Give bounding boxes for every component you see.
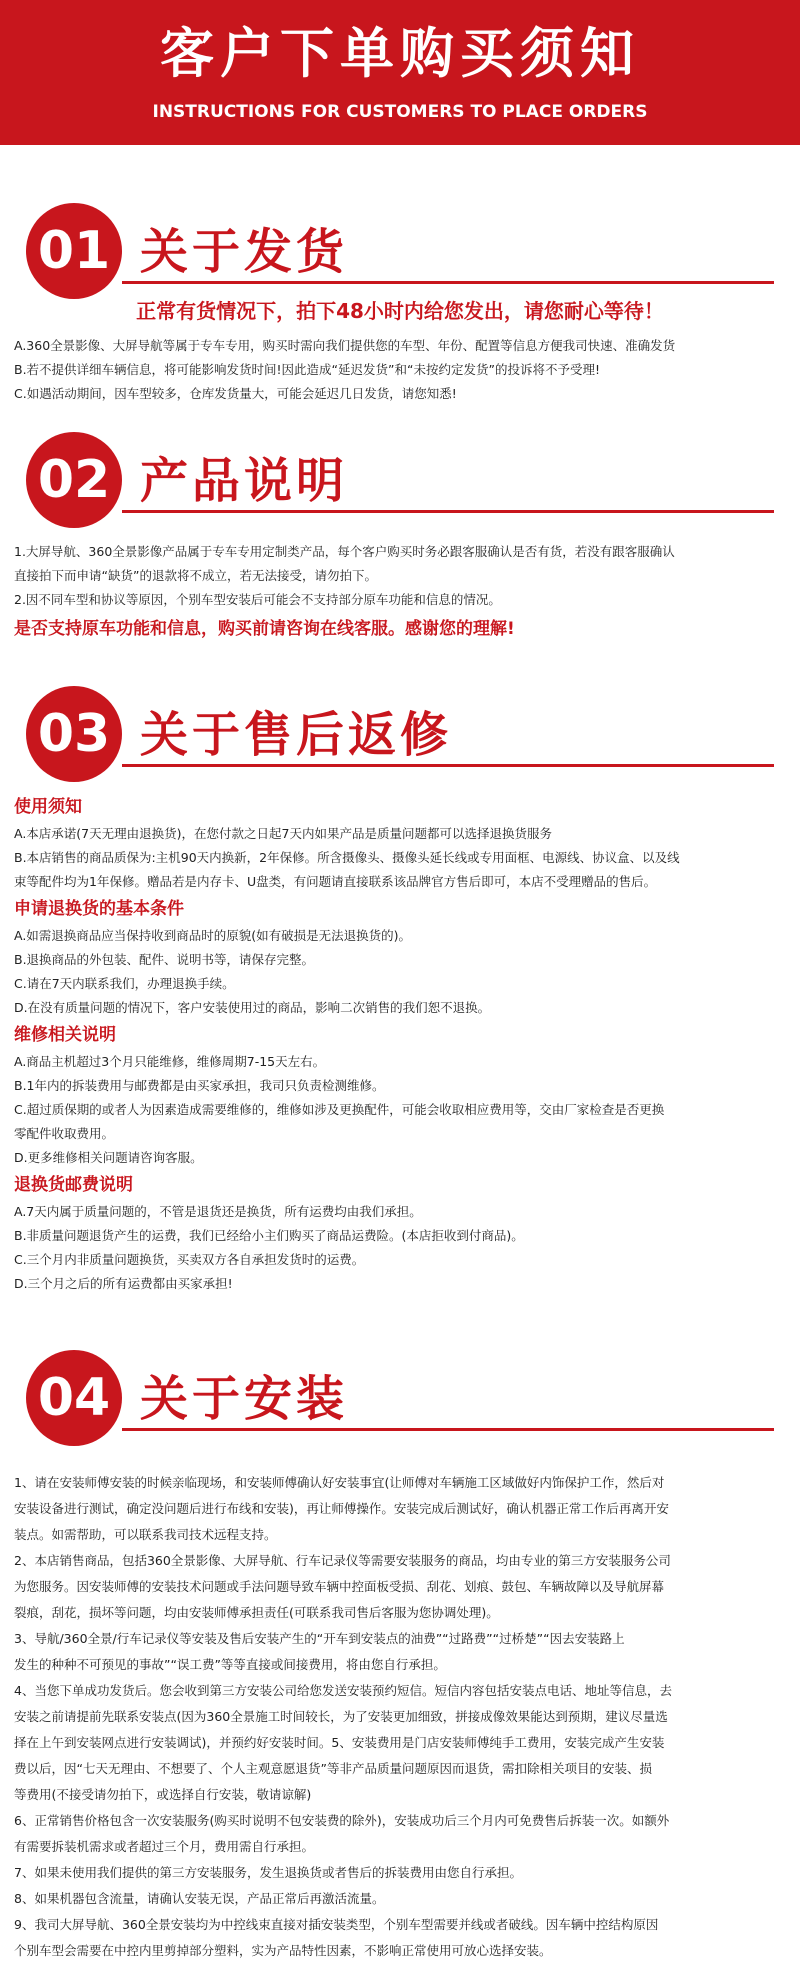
text-line: 为您服务。因安装师傅的安装技术问题或手法问题导致车辆中控面板受损、刮花、划痕、鼓包、车辆故障以及导航屏幕	[14, 1579, 665, 1594]
section-number-badge: 01	[26, 203, 122, 299]
text-line: A.如需退换商品应当保持收到商品时的原貌(如有破损是无法退换货的)。	[14, 928, 412, 943]
text-line: B.本店销售的商品质保为:主机90天内换新，2年保修。所含摄像头、摄像头延长线或专用面框、电源线、协议盒、以及线	[14, 850, 680, 865]
product-lines	[0, 540, 800, 612]
text-line: 9、我司大屏导航、360全景安装均为中控线束直接对插安装类型，个别车型需要并线或者破线。因车辆中控结构原因	[14, 1917, 659, 1932]
group-heading: 退换货邮费说明	[14, 1175, 133, 1195]
text-line: 3、导航/360全景/行车记录仪等安装及售后安装产生的“开车到安装点的油费”“过路费”“过桥楚”“因去安装路上	[14, 1631, 625, 1646]
text-line: A.7天内属于质量问题的，不管是退货还是换货，所有运费均由我们承担。	[14, 1204, 422, 1219]
text-line: 安装设备进行测试，确定没问题后进行布线和安装)，再让师傅操作。安装完成后测试好，确认机器正常工作后再离开安	[14, 1501, 669, 1516]
after-sales-body	[0, 792, 800, 1296]
text-line: D.三个月之后的所有运费都由买家承担!	[14, 1276, 233, 1291]
text-line: A.本店承诺(7天无理由退换货)，在您付款之日起7天内如果产品是质量问题都可以选择退换货服务	[14, 826, 552, 841]
text-line: 裂痕，刮花，损坏等问题，均由安装师傅承担责任(可联系我司售后客服为您协调处理)。	[14, 1605, 499, 1620]
text-line: C.如遇活动期间，因车型较多，仓库发货量大，可能会延迟几日发货，请您知悉!	[14, 386, 457, 401]
text-line: 装点。如需帮助，可以联系我司技术远程支持。	[14, 1527, 277, 1542]
section-header	[0, 195, 800, 295]
section-divider	[122, 510, 774, 513]
section-divider	[122, 281, 774, 284]
text-line: 个别车型会需要在中控内里剪掉部分塑料，实为产品特性因素，不影响正常使用可放心选择安装。	[14, 1943, 552, 1958]
text-line: 零配件收取费用。	[14, 1126, 115, 1141]
text-line: 1、请在安装师傅安装的时候亲临现场，和安装师傅确认好安装事宜(让师傅对车辆施工区域做好内饰保护工作，然后对	[14, 1475, 665, 1490]
text-line: D.更多维修相关问题请咨询客服。	[14, 1150, 203, 1165]
installation-lines	[0, 1470, 800, 1964]
section-title: 产品说明	[140, 453, 349, 509]
text-line: 择在上午到安装网点进行安装调试)，并预约好安装时间。5、安装费用是门店安装师傅纯手工费用，安装完成产生安装	[14, 1735, 665, 1750]
text-line: C.超过质保期的或者人为因素造成需要维修的，维修如涉及更换配件，可能会收取相应费用等，交由厂家检查是否更换	[14, 1102, 665, 1117]
section-product	[0, 424, 800, 639]
shipping-highlight: 正常有货情况下，拍下48小时内给您发出，请您耐心等待！	[136, 299, 664, 323]
text-line: C.三个月内非质量问题换货，买卖双方各自承担发货时的运费。	[14, 1252, 365, 1267]
text-line: 8、如果机器包含流量，请确认安装无误，产品正常后再激活流量。	[14, 1891, 385, 1906]
text-line: C.请在7天内联系我们，办理退换手续。	[14, 976, 235, 991]
header-banner	[0, 0, 800, 145]
text-line: B.1年内的拆装费用与邮费都是由买家承担，我司只负责检测维修。	[14, 1078, 385, 1093]
group-heading: 维修相关说明	[14, 1025, 116, 1045]
page-title: 客户下单购买须知	[160, 22, 640, 85]
text-line: 有需要拆装机需求或者超过三个月，费用需自行承担。	[14, 1839, 315, 1854]
section-installation	[0, 1342, 800, 1964]
text-line: 发生的种种不可预见的事故”“误工费”等等直接或间接费用，将由您自行承担。	[14, 1657, 446, 1672]
text-line: 安装之前请提前先联系安装点(因为360全景施工时间较长，为了安装更加细致，拼接成像效果能达到预期，建议尽量选	[14, 1709, 668, 1724]
text-line: 6、正常销售价格包含一次安装服务(购买时说明不包安装费的除外)，安装成功后三个月内可免费售后拆装一次。如额外	[14, 1813, 670, 1828]
section-number-badge: 03	[26, 686, 122, 782]
group-heading: 申请退换货的基本条件	[14, 899, 184, 919]
text-line: 费以后，因“七天无理由、不想要了、个人主观意愿退货”等非产品质量问题原因而退货，需扣除相关项目的安装、损	[14, 1761, 652, 1776]
section-number-badge: 02	[26, 432, 122, 528]
text-line: 7、如果未使用我们提供的第三方安装服务，发生退换货或者售后的拆装费用由您自行承担。	[14, 1865, 522, 1880]
text-line: 等费用(不接受请勿拍下，或选择自行安装，敬请谅解)	[14, 1787, 312, 1802]
section-header	[0, 1342, 800, 1442]
group-heading: 使用须知	[14, 797, 82, 817]
section-after-sales	[0, 678, 800, 1296]
section-divider	[122, 1428, 774, 1431]
text-line: B.非质量问题退货产生的运费，我们已经给小主们购买了商品运费险。(本店拒收到付商品)。	[14, 1228, 524, 1243]
page-subtitle: INSTRUCTIONS FOR CUSTOMERS TO PLACE ORDERS	[152, 102, 648, 122]
text-line: 束等配件均为1年保修。赠品若是内存卡、U盘类，有问题请直接联系该品牌官方售后即可，本店不受理赠品的售后。	[14, 874, 657, 889]
text-line: 4、当您下单成功发货后。您会收到第三方安装公司给您发送安装预约短信。短信内容包括安装点电话、地址等信息，去	[14, 1683, 672, 1698]
section-header	[0, 678, 800, 778]
text-line: 2、本店销售商品，包括360全景影像、大屏导航、行车记录仪等需要安装服务的商品，均由专业的第三方安装服务公司	[14, 1553, 671, 1568]
product-note: 是否支持原车功能和信息，购买前请咨询在线客服。感谢您的理解!	[14, 619, 515, 639]
shipping-lines	[0, 334, 800, 406]
section-divider	[122, 764, 774, 767]
section-title: 关于售后返修	[140, 707, 453, 763]
text-line: B.退换商品的外包装、配件、说明书等，请保存完整。	[14, 952, 315, 967]
text-line: 1.大屏导航、360全景影像产品属于专车专用定制类产品，每个客户购买时务必跟客服确认是否有货，若没有跟客服确认	[14, 544, 675, 559]
section-header	[0, 424, 800, 524]
section-number-badge: 04	[26, 1350, 122, 1446]
text-line: A.360全景影像、大屏导航等属于专车专用，购买时需向我们提供您的车型、年份、配置等信息方便我司快速、准确发货	[14, 338, 676, 353]
text-line: 直接拍下而申请“缺货”的退款将不成立，若无法接受，请勿拍下。	[14, 568, 377, 583]
section-title: 关于发货	[140, 224, 349, 280]
text-line: A.商品主机超过3个月只能维修，维修周期7-15天左右。	[14, 1054, 326, 1069]
text-line: D.在没有质量问题的情况下，客户安装使用过的商品，影响二次销售的我们恕不退换。	[14, 1000, 491, 1015]
section-shipping	[0, 195, 800, 406]
text-line: B.若不提供详细车辆信息，将可能影响发货时间!因此造成“延迟发货”和“未按约定发货”的投诉将不予受理!	[14, 362, 600, 377]
section-title: 关于安装	[140, 1371, 349, 1427]
text-line: 2.因不同车型和协议等原因，个别车型安装后可能会不支持部分原车功能和信息的情况。	[14, 592, 501, 607]
